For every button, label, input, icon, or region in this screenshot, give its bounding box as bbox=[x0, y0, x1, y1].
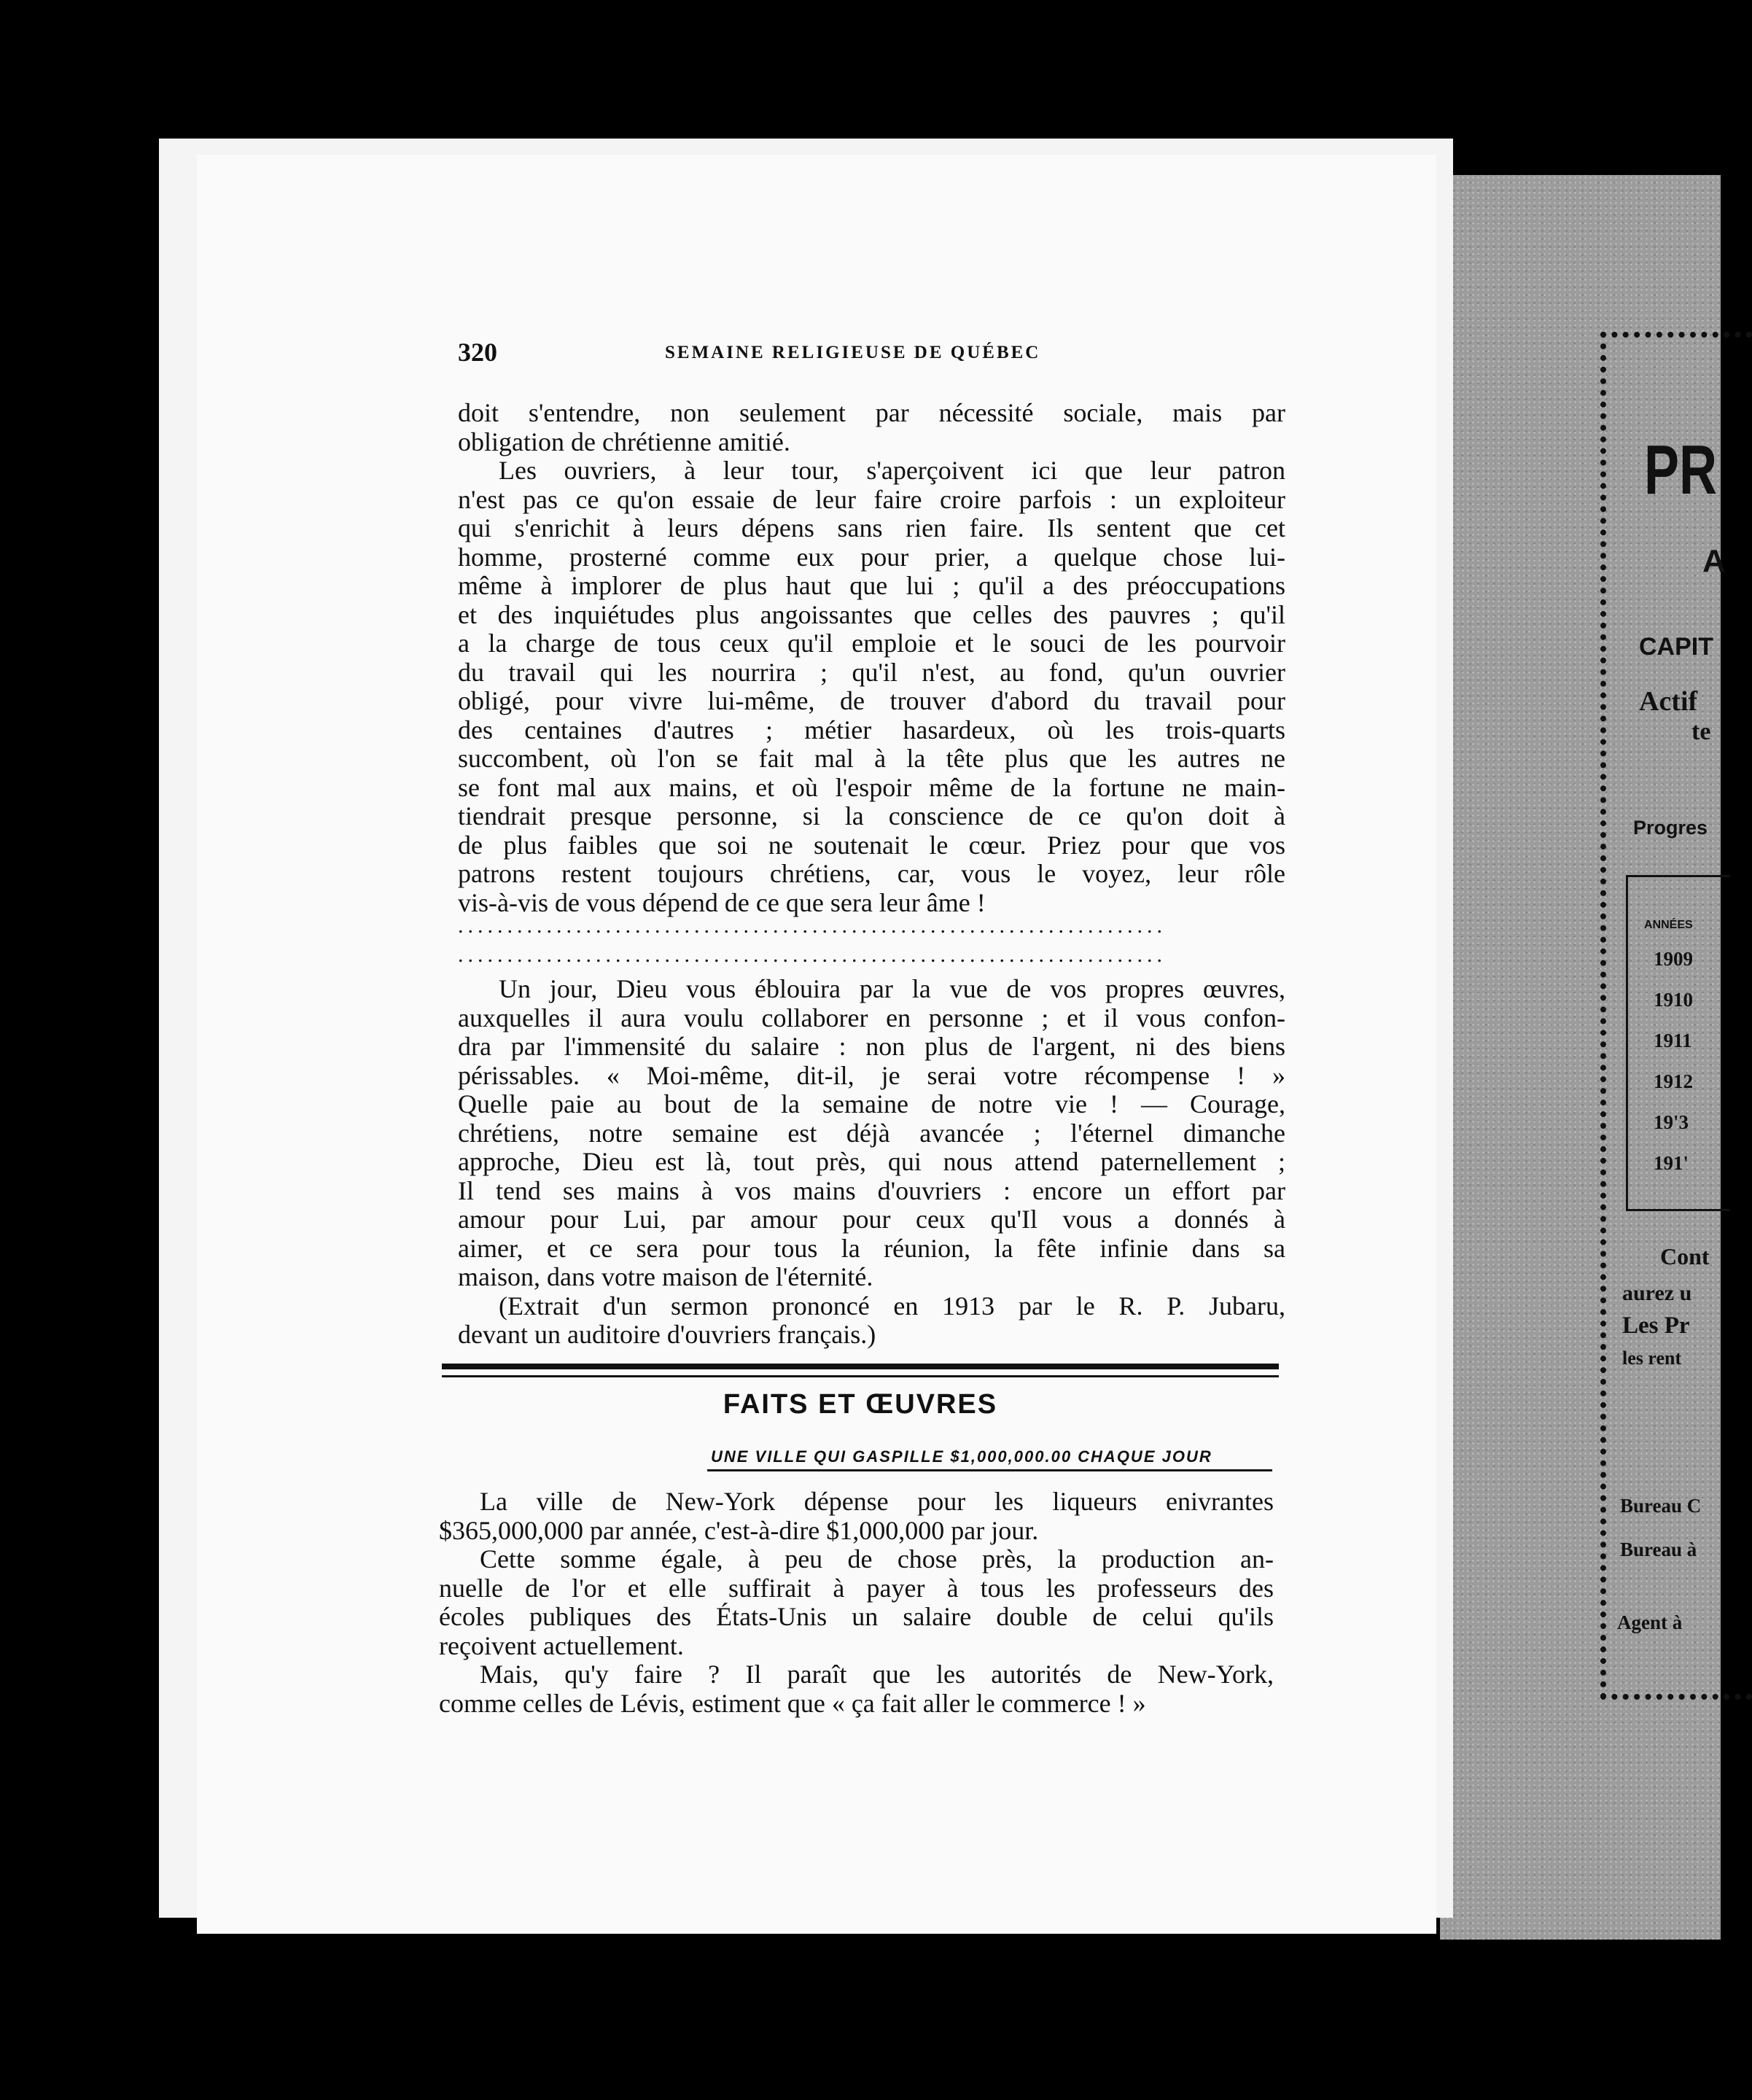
adjacent-big-heading: PR bbox=[1644, 431, 1718, 509]
text-line: même à implorer de plus haut que lui ; qu'il a des préoccupations bbox=[458, 571, 1285, 600]
ellipsis-row: ........................................................................ bbox=[458, 942, 1167, 967]
text-line: obligé, pour vivre lui-même, de trouver d'abord du travail pour bbox=[458, 686, 1285, 715]
adjacent-text: Les Pr bbox=[1622, 1312, 1690, 1339]
text-line: Un jour, Dieu vous éblouira par la vue de vos propres œuvres, bbox=[499, 974, 1285, 1003]
text-line: tiendrait presque personne, si la conscience de ce qu'on doit à bbox=[458, 801, 1285, 831]
text-line: chrétiens, notre semaine est déjà avancée ; l'éternel dimanche bbox=[458, 1118, 1285, 1148]
adjacent-text: les rent bbox=[1622, 1348, 1682, 1369]
sermon-text bbox=[458, 399, 1285, 1350]
text-line: périssables. « Moi-même, dit-il, je serai votre récompense ! » bbox=[458, 1060, 1285, 1090]
adjacent-year: 19'3 bbox=[1654, 1111, 1689, 1133]
adjacent-text: Cont bbox=[1660, 1243, 1710, 1269]
text-line: La ville de New-York dépense pour les liqueurs enivrantes bbox=[480, 1487, 1274, 1516]
text-line: Cette somme égale, à peu de chose près, la production an- bbox=[480, 1544, 1274, 1574]
page-header bbox=[458, 337, 1285, 373]
text-line: des centaines d'autres ; métier hasardeux, où les trois-quarts bbox=[458, 715, 1285, 744]
text-line: doit s'entendre, non seulement par nécessité sociale, mais par bbox=[458, 398, 1285, 427]
adjacent-text: aurez u bbox=[1622, 1281, 1692, 1305]
text-line: de plus faibles que soi ne soutenait le cœur. Priez pour que vos bbox=[458, 830, 1285, 860]
text-line: homme, prosterné comme eux pour prier, a quelque chose lui- bbox=[458, 542, 1285, 572]
text-line: obligation de chrétienne amitié. bbox=[458, 427, 790, 456]
text-line: patrons restent toujours chrétiens, car, vous le voyez, leur rôle bbox=[458, 859, 1285, 888]
text-line: (Extrait d'un sermon prononcé en 1913 par le R. P. Jubaru, bbox=[499, 1291, 1285, 1321]
adjacent-text: te bbox=[1691, 718, 1711, 745]
article-subheading: UNE VILLE QUI GASPILLE $1,000,000.00 CHAQUE JOUR bbox=[711, 1447, 1212, 1466]
text-line: maison, dans votre maison de l'éternité. bbox=[458, 1262, 873, 1291]
text-line: et des inquiétudes plus angoissantes que celles des pauvres ; qu'il bbox=[458, 599, 1285, 629]
section-rule bbox=[442, 1364, 1279, 1369]
adjacent-year: 1912 bbox=[1654, 1070, 1693, 1092]
text-line: approche, Dieu est là, tout près, qui nous attend paternellement ; bbox=[458, 1147, 1285, 1176]
adjacent-year: 1910 bbox=[1654, 989, 1693, 1011]
text-line: Quelle paie au bout de la semaine de notre vie ! — Courage, bbox=[458, 1089, 1285, 1119]
section-rule bbox=[442, 1375, 1279, 1377]
text-line: a la charge de tous ceux qu'il emploie et le souci de les pourvoir bbox=[458, 629, 1285, 658]
adjacent-year: 1911 bbox=[1654, 1030, 1692, 1051]
text-line: amour pour Lui, par amour pour ceux qu'Il vous a donnés à bbox=[458, 1205, 1285, 1234]
adjacent-year: 191' bbox=[1654, 1152, 1689, 1174]
text-line: succombent, où l'on se fait mal à la tête plus que les autres ne bbox=[458, 744, 1285, 773]
text-line: devant un auditoire d'ouvriers français.) bbox=[458, 1320, 876, 1349]
text-line: qui s'enrichit à leurs dépens sans rien faire. Ils sentent que cet bbox=[458, 513, 1285, 542]
running-head: SEMAINE RELIGIEUSE DE QUÉBEC bbox=[665, 343, 1041, 362]
text-line: reçoivent actuellement. bbox=[439, 1630, 684, 1660]
text-line: $365,000,000 par année, c'est-à-dire $1,000,000 par jour. bbox=[439, 1515, 1039, 1545]
adjacent-text: Bureau à bbox=[1620, 1539, 1697, 1560]
adjacent-text: Actif bbox=[1639, 686, 1698, 717]
adjacent-text: CAPIT bbox=[1639, 633, 1713, 661]
adjacent-text: Progres bbox=[1633, 817, 1708, 839]
ellipsis-row: ........................................................................ bbox=[458, 914, 1167, 938]
text-line: aimer, et ce sera pour tous la réunion, la fête infinie dans sa bbox=[458, 1233, 1285, 1263]
text-line: n'est pas ce qu'on essaie de leur faire croire parfois : un exploiteur bbox=[458, 484, 1285, 514]
text-line: Mais, qu'y faire ? Il paraît que les autorités de New-York, bbox=[480, 1660, 1274, 1689]
text-line: comme celles de Lévis, estiment que « ça fait aller le commerce ! » bbox=[439, 1688, 1146, 1718]
text-line: vis-à-vis de vous dépend de ce que sera leur âme ! bbox=[458, 887, 986, 917]
adjacent-text: A bbox=[1702, 543, 1726, 579]
text-line: se font mal aux mains, et où l'espoir même de la fortune ne main- bbox=[458, 772, 1285, 802]
text-line: écoles publiques des États-Unis un salaire double de celui qu'ils bbox=[439, 1602, 1274, 1631]
text-line: nuelle de l'or et elle suffirait à payer à tous les professeurs des bbox=[439, 1573, 1274, 1603]
article-text bbox=[439, 1488, 1274, 1718]
adjacent-text: Bureau C bbox=[1620, 1495, 1702, 1517]
adjacent-text: Agent à bbox=[1617, 1611, 1683, 1633]
text-line: Les ouvriers, à leur tour, s'aperçoivent ici que leur patron bbox=[499, 456, 1285, 485]
text-line: Il tend ses mains à vos mains d'ouvriers : encore un effort par bbox=[458, 1175, 1285, 1205]
page-number: 320 bbox=[458, 338, 497, 367]
adjacent-text: ANNÉES bbox=[1644, 919, 1693, 931]
text-line: du travail qui les nourrira ; qu'il n'est, au fond, qu'un ouvrier bbox=[458, 657, 1285, 687]
adjacent-year: 1909 bbox=[1654, 948, 1693, 970]
text-line: auxquelles il aura voulu collaborer en personne ; et il vous confon- bbox=[458, 1003, 1285, 1032]
subheading-rule bbox=[707, 1469, 1272, 1471]
text-line: dra par l'immensité du salaire : non plus de l'argent, ni des biens bbox=[458, 1032, 1285, 1061]
section-title: FAITS ET ŒUVRES bbox=[723, 1389, 998, 1420]
